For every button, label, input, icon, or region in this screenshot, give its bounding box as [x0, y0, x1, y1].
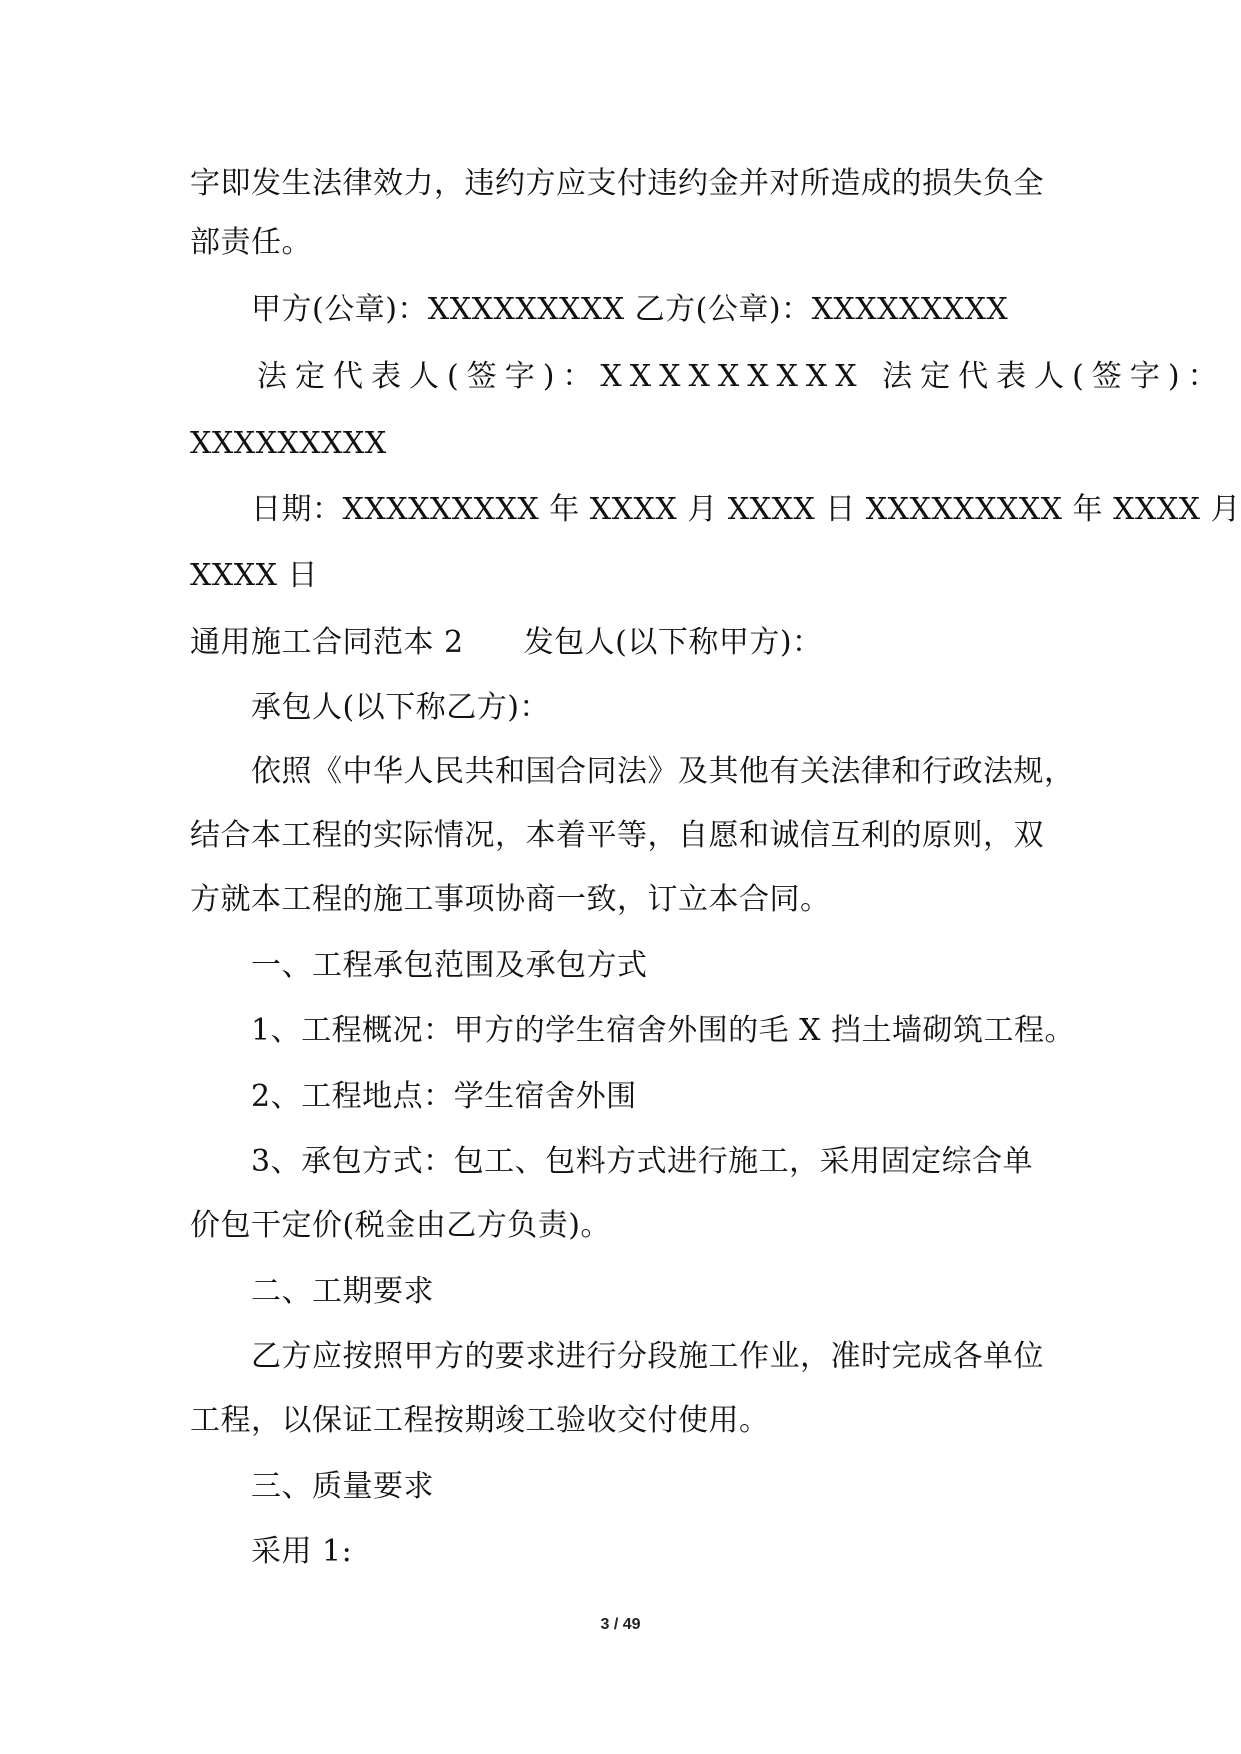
- section-heading-1: 一、工程承包范围及承包方式: [251, 948, 648, 983]
- paragraph-line: 结合本工程的实际情况，本着平等，自愿和诚信互利的原则，双: [190, 818, 1044, 853]
- clause-1-2: 2、工程地点：学生宿舍外围: [251, 1079, 637, 1114]
- paragraph-line: 部责任。: [190, 225, 312, 260]
- clause-1-3-continued: 价包干定价(税金由乙方负责)。: [190, 1208, 611, 1243]
- section-heading-2: 二、工期要求: [251, 1274, 434, 1309]
- paragraph-line: 方就本工程的施工事项协商一致，订立本合同。: [190, 882, 831, 917]
- paragraph-line: 字即发生法律效力，违约方应支付违约金并对所造成的损失负全: [190, 166, 1044, 201]
- date-line: 日期：XXXXXXXXX 年 XXXX 月 XXXX 日 XXXXXXXXX 年 XXXX 月: [251, 492, 1241, 527]
- contract-title: 通用施工合同范本 2: [190, 625, 464, 660]
- paragraph-line: 工程，以保证工程按期竣工验收交付使用。: [190, 1403, 770, 1438]
- clause-1-1: 1、工程概况：甲方的学生宿舍外围的毛 X 挡土墙砌筑工程。: [251, 1013, 1076, 1048]
- contract-heading: [190, 623, 823, 663]
- contractor-party-a: 发包人(以下称甲方)：: [523, 625, 823, 660]
- date-line-continued: XXXX 日: [190, 558, 318, 593]
- legal-rep-line: 法定代表人(签字)：XXXXXXXXX 法定代表人(签字)：: [257, 359, 1226, 394]
- party-seal-line: 甲方(公章)：XXXXXXXXX 乙方(公章)：XXXXXXXXX: [251, 292, 1009, 327]
- contractor-party-b: 承包人(以下称乙方)：: [251, 690, 550, 725]
- paragraph-line: 采用 1:: [251, 1534, 353, 1569]
- page-number: 3 / 49: [600, 1616, 641, 1633]
- section-heading-3: 三、质量要求: [251, 1469, 434, 1504]
- legal-rep-value: XXXXXXXXX: [190, 426, 387, 461]
- paragraph-line: 乙方应按照甲方的要求进行分段施工作业，准时完成各单位: [251, 1339, 1044, 1374]
- paragraph-line: 依照《中华人民共和国合同法》及其他有关法律和行政法规，: [251, 754, 1075, 789]
- clause-1-3: 3、承包方式：包工、包料方式进行施工，采用固定综合单: [251, 1144, 1034, 1179]
